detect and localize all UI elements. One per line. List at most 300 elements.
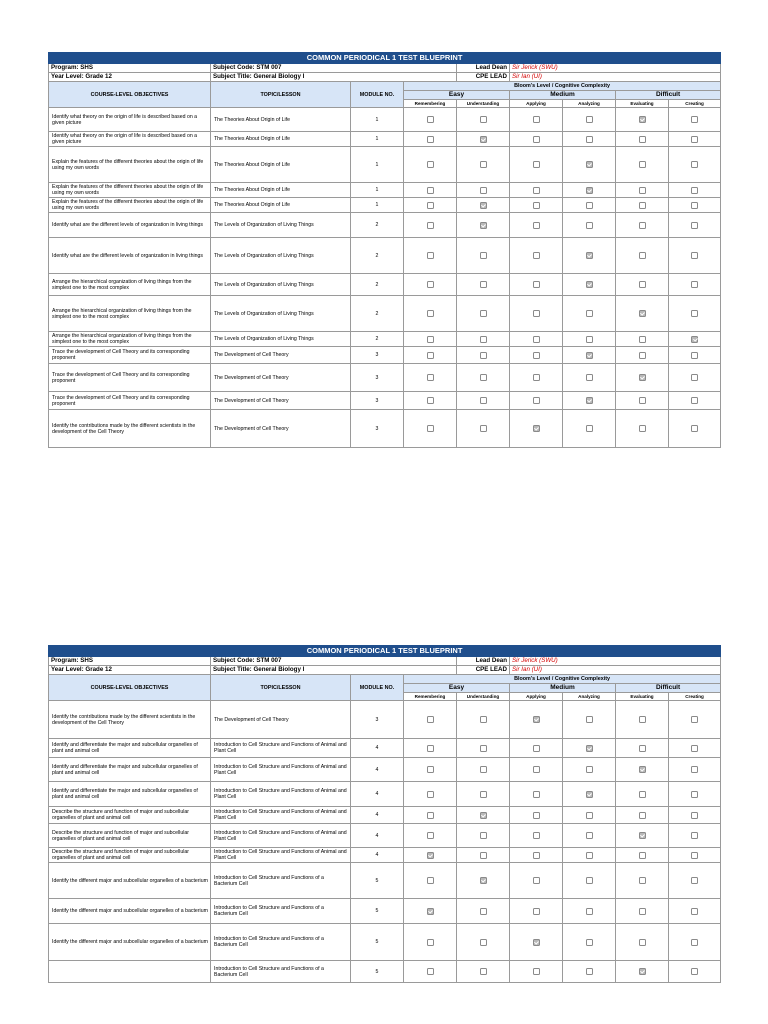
evaluating-checkbox[interactable] bbox=[639, 745, 646, 752]
evaluating-checkbox[interactable] bbox=[639, 397, 646, 404]
topic-cell: Introduction to Cell Structure and Functions of a Bacterium Cell bbox=[211, 924, 351, 961]
table-row bbox=[49, 782, 721, 807]
program-label: Program: SHS bbox=[49, 657, 211, 666]
remembering-cell bbox=[404, 132, 457, 147]
remembering-cell bbox=[404, 739, 457, 758]
analyzing-checkbox[interactable] bbox=[586, 716, 593, 723]
remembering-checkbox[interactable] bbox=[427, 397, 434, 404]
applying-cell bbox=[510, 782, 563, 807]
remembering-cell bbox=[404, 863, 457, 899]
creating-checkbox[interactable] bbox=[691, 939, 698, 946]
understanding-checkbox[interactable] bbox=[480, 877, 487, 884]
creating-checkbox[interactable] bbox=[691, 745, 698, 752]
analyzing-cell bbox=[563, 183, 616, 198]
evaluating-cell bbox=[616, 274, 669, 296]
analyzing-header: Analyzing bbox=[563, 100, 616, 108]
understanding-cell bbox=[457, 364, 510, 392]
applying-cell bbox=[510, 807, 563, 824]
evaluating-checkbox[interactable] bbox=[639, 812, 646, 819]
creating-cell bbox=[669, 863, 721, 899]
table-row bbox=[49, 824, 721, 848]
table-row bbox=[49, 274, 721, 296]
remembering-cell bbox=[404, 701, 457, 739]
col-objectives-header: COURSE-LEVEL OBJECTIVES bbox=[49, 82, 211, 108]
analyzing-checkbox[interactable] bbox=[586, 791, 593, 798]
remembering-cell bbox=[404, 332, 457, 347]
understanding-checkbox[interactable] bbox=[480, 908, 487, 915]
table-row bbox=[49, 758, 721, 782]
evaluating-checkbox[interactable] bbox=[639, 968, 646, 975]
evaluating-checkbox[interactable] bbox=[639, 908, 646, 915]
objective-cell: Identify the different major and subcellular organelles of a bacterium bbox=[49, 899, 211, 924]
col-module-header: MODULE NO. bbox=[351, 675, 404, 701]
table-row bbox=[49, 899, 721, 924]
table-row bbox=[49, 364, 721, 392]
remembering-cell bbox=[404, 392, 457, 410]
understanding-cell bbox=[457, 332, 510, 347]
analyzing-checkbox[interactable] bbox=[586, 832, 593, 839]
evaluating-cell bbox=[616, 899, 669, 924]
remembering-checkbox[interactable] bbox=[427, 968, 434, 975]
remembering-checkbox[interactable] bbox=[427, 716, 434, 723]
analyzing-checkbox[interactable] bbox=[586, 252, 593, 259]
topic-cell: The Theories About Origin of Life bbox=[211, 147, 351, 183]
creating-cell bbox=[669, 824, 721, 848]
understanding-cell bbox=[457, 296, 510, 332]
year-level-label: Year Level: Grade 12 bbox=[49, 73, 211, 82]
objective-cell: Identify the contributions made by the different scientists in the development of the Cell Theory bbox=[49, 701, 211, 739]
creating-checkbox[interactable] bbox=[691, 812, 698, 819]
remembering-checkbox[interactable] bbox=[427, 136, 434, 143]
evaluating-cell bbox=[616, 739, 669, 758]
understanding-checkbox[interactable] bbox=[480, 397, 487, 404]
module-cell: 5 bbox=[351, 924, 404, 961]
evaluating-checkbox[interactable] bbox=[639, 336, 646, 343]
creating-checkbox[interactable] bbox=[691, 766, 698, 773]
program-label: Program: SHS bbox=[49, 64, 211, 73]
creating-cell bbox=[669, 782, 721, 807]
table-row bbox=[49, 238, 721, 274]
understanding-checkbox[interactable] bbox=[480, 968, 487, 975]
remembering-checkbox[interactable] bbox=[427, 766, 434, 773]
analyzing-checkbox[interactable] bbox=[586, 397, 593, 404]
creating-checkbox[interactable] bbox=[691, 202, 698, 209]
creating-checkbox[interactable] bbox=[691, 397, 698, 404]
objective-cell: Arrange the hierarchical organization of living things from the simplest one to the most complex bbox=[49, 332, 211, 347]
evaluating-checkbox[interactable] bbox=[639, 939, 646, 946]
understanding-checkbox[interactable] bbox=[480, 202, 487, 209]
remembering-checkbox[interactable] bbox=[427, 908, 434, 915]
remembering-checkbox[interactable] bbox=[427, 352, 434, 359]
analyzing-checkbox[interactable] bbox=[586, 202, 593, 209]
evaluating-checkbox[interactable] bbox=[639, 222, 646, 229]
analyzing-checkbox[interactable] bbox=[586, 222, 593, 229]
applying-checkbox[interactable] bbox=[533, 425, 540, 432]
evaluating-cell bbox=[616, 392, 669, 410]
understanding-checkbox[interactable] bbox=[480, 766, 487, 773]
analyzing-checkbox[interactable] bbox=[586, 116, 593, 123]
analyzing-cell bbox=[563, 392, 616, 410]
topic-cell: The Theories About Origin of Life bbox=[211, 198, 351, 213]
evaluating-cell bbox=[616, 758, 669, 782]
applying-checkbox[interactable] bbox=[533, 310, 540, 317]
analyzing-checkbox[interactable] bbox=[586, 766, 593, 773]
understanding-cell bbox=[457, 392, 510, 410]
objective-cell: Identify and differentiate the major and subcellular organelles of plant and animal cell bbox=[49, 782, 211, 807]
remembering-checkbox[interactable] bbox=[427, 832, 434, 839]
table-row bbox=[49, 863, 721, 899]
evaluating-checkbox[interactable] bbox=[639, 716, 646, 723]
remembering-cell bbox=[404, 274, 457, 296]
evaluating-checkbox[interactable] bbox=[639, 187, 646, 194]
applying-cell bbox=[510, 213, 563, 238]
table-row bbox=[49, 739, 721, 758]
evaluating-cell bbox=[616, 961, 669, 983]
blueprint-sheet-2 bbox=[48, 645, 720, 983]
analyzing-checkbox[interactable] bbox=[586, 374, 593, 381]
understanding-checkbox[interactable] bbox=[480, 187, 487, 194]
evaluating-checkbox[interactable] bbox=[639, 352, 646, 359]
creating-checkbox[interactable] bbox=[691, 374, 698, 381]
understanding-checkbox[interactable] bbox=[480, 716, 487, 723]
creating-checkbox[interactable] bbox=[691, 877, 698, 884]
creating-checkbox[interactable] bbox=[691, 852, 698, 859]
applying-checkbox[interactable] bbox=[533, 716, 540, 723]
applying-checkbox[interactable] bbox=[533, 745, 540, 752]
remembering-checkbox[interactable] bbox=[427, 425, 434, 432]
objective-cell: Describe the structure and function of major and subcellular organelles of plant and animal cell bbox=[49, 807, 211, 824]
topic-cell: The Levels of Organization of Living Things bbox=[211, 213, 351, 238]
creating-checkbox[interactable] bbox=[691, 791, 698, 798]
understanding-checkbox[interactable] bbox=[480, 939, 487, 946]
applying-header: Applying bbox=[510, 100, 563, 108]
module-cell: 3 bbox=[351, 347, 404, 364]
creating-checkbox[interactable] bbox=[691, 425, 698, 432]
module-cell: 4 bbox=[351, 739, 404, 758]
remembering-checkbox[interactable] bbox=[427, 812, 434, 819]
applying-checkbox[interactable] bbox=[533, 968, 540, 975]
creating-checkbox[interactable] bbox=[691, 832, 698, 839]
creating-checkbox[interactable] bbox=[691, 222, 698, 229]
applying-checkbox[interactable] bbox=[533, 832, 540, 839]
analyzing-cell bbox=[563, 238, 616, 274]
remembering-cell bbox=[404, 961, 457, 983]
objective-cell: Identify and differentiate the major and subcellular organelles of plant and animal cell bbox=[49, 758, 211, 782]
remembering-cell bbox=[404, 198, 457, 213]
evaluating-checkbox[interactable] bbox=[639, 252, 646, 259]
module-cell: 2 bbox=[351, 274, 404, 296]
analyzing-checkbox[interactable] bbox=[586, 336, 593, 343]
remembering-checkbox[interactable] bbox=[427, 310, 434, 317]
understanding-cell bbox=[457, 758, 510, 782]
understanding-cell bbox=[457, 824, 510, 848]
analyzing-cell bbox=[563, 364, 616, 392]
understanding-cell bbox=[457, 183, 510, 198]
applying-checkbox[interactable] bbox=[533, 161, 540, 168]
cpe-lead-value: Sir Ian (UI) bbox=[510, 73, 721, 82]
creating-checkbox[interactable] bbox=[691, 716, 698, 723]
analyzing-checkbox[interactable] bbox=[586, 812, 593, 819]
applying-cell bbox=[510, 392, 563, 410]
evaluating-cell bbox=[616, 147, 669, 183]
applying-checkbox[interactable] bbox=[533, 791, 540, 798]
applying-checkbox[interactable] bbox=[533, 374, 540, 381]
remembering-checkbox[interactable] bbox=[427, 939, 434, 946]
remembering-checkbox[interactable] bbox=[427, 745, 434, 752]
understanding-checkbox[interactable] bbox=[480, 425, 487, 432]
creating-cell bbox=[669, 332, 721, 347]
remembering-checkbox[interactable] bbox=[427, 877, 434, 884]
analyzing-checkbox[interactable] bbox=[586, 425, 593, 432]
creating-checkbox[interactable] bbox=[691, 336, 698, 343]
remembering-checkbox[interactable] bbox=[427, 161, 434, 168]
evaluating-cell bbox=[616, 924, 669, 961]
evaluating-cell bbox=[616, 347, 669, 364]
evaluating-checkbox[interactable] bbox=[639, 877, 646, 884]
creating-cell bbox=[669, 848, 721, 863]
analyzing-cell bbox=[563, 147, 616, 183]
evaluating-checkbox[interactable] bbox=[639, 425, 646, 432]
understanding-checkbox[interactable] bbox=[480, 352, 487, 359]
remembering-cell bbox=[404, 782, 457, 807]
understanding-checkbox[interactable] bbox=[480, 161, 487, 168]
understanding-checkbox[interactable] bbox=[480, 812, 487, 819]
understanding-checkbox[interactable] bbox=[480, 136, 487, 143]
understanding-checkbox[interactable] bbox=[480, 832, 487, 839]
applying-checkbox[interactable] bbox=[533, 852, 540, 859]
understanding-cell bbox=[457, 347, 510, 364]
module-cell: 2 bbox=[351, 238, 404, 274]
creating-cell bbox=[669, 132, 721, 147]
lead-dean-value: Sir Jerick (SWU) bbox=[510, 64, 721, 73]
analyzing-cell bbox=[563, 410, 616, 448]
analyzing-checkbox[interactable] bbox=[586, 852, 593, 859]
understanding-checkbox[interactable] bbox=[480, 745, 487, 752]
understanding-checkbox[interactable] bbox=[480, 336, 487, 343]
applying-checkbox[interactable] bbox=[533, 939, 540, 946]
remembering-checkbox[interactable] bbox=[427, 222, 434, 229]
remembering-checkbox[interactable] bbox=[427, 116, 434, 123]
evaluating-checkbox[interactable] bbox=[639, 310, 646, 317]
objective-cell: Describe the structure and function of major and subcellular organelles of plant and animal cell bbox=[49, 848, 211, 863]
blueprint-sheet-1 bbox=[48, 52, 720, 448]
creating-cell bbox=[669, 238, 721, 274]
analyzing-checkbox[interactable] bbox=[586, 908, 593, 915]
creating-checkbox[interactable] bbox=[691, 161, 698, 168]
objective-cell: Arrange the hierarchical organization of living things from the simplest one to the most complex bbox=[49, 296, 211, 332]
remembering-checkbox[interactable] bbox=[427, 281, 434, 288]
applying-checkbox[interactable] bbox=[533, 222, 540, 229]
analyzing-checkbox[interactable] bbox=[586, 187, 593, 194]
understanding-checkbox[interactable] bbox=[480, 252, 487, 259]
objective-cell: Identify what are the different levels of organization in living things bbox=[49, 238, 211, 274]
topic-cell: The Development of Cell Theory bbox=[211, 410, 351, 448]
analyzing-checkbox[interactable] bbox=[586, 939, 593, 946]
module-cell: 1 bbox=[351, 183, 404, 198]
creating-checkbox[interactable] bbox=[691, 281, 698, 288]
remembering-cell bbox=[404, 848, 457, 863]
evaluating-checkbox[interactable] bbox=[639, 852, 646, 859]
remembering-cell bbox=[404, 183, 457, 198]
applying-checkbox[interactable] bbox=[533, 766, 540, 773]
evaluating-checkbox[interactable] bbox=[639, 281, 646, 288]
creating-checkbox[interactable] bbox=[691, 116, 698, 123]
blueprint-table-2 bbox=[48, 645, 721, 983]
table-row bbox=[49, 848, 721, 863]
remembering-checkbox[interactable] bbox=[427, 202, 434, 209]
analyzing-checkbox[interactable] bbox=[586, 136, 593, 143]
creating-checkbox[interactable] bbox=[691, 908, 698, 915]
evaluating-checkbox[interactable] bbox=[639, 374, 646, 381]
understanding-cell bbox=[457, 274, 510, 296]
creating-cell bbox=[669, 213, 721, 238]
applying-header: Applying bbox=[510, 693, 563, 701]
evaluating-checkbox[interactable] bbox=[639, 832, 646, 839]
understanding-cell bbox=[457, 807, 510, 824]
remembering-cell bbox=[404, 147, 457, 183]
applying-cell bbox=[510, 758, 563, 782]
creating-checkbox[interactable] bbox=[691, 968, 698, 975]
applying-checkbox[interactable] bbox=[533, 281, 540, 288]
remembering-cell bbox=[404, 824, 457, 848]
creating-checkbox[interactable] bbox=[691, 187, 698, 194]
evaluating-cell bbox=[616, 782, 669, 807]
table-row bbox=[49, 347, 721, 364]
module-cell: 5 bbox=[351, 961, 404, 983]
applying-checkbox[interactable] bbox=[533, 812, 540, 819]
module-cell: 5 bbox=[351, 899, 404, 924]
evaluating-checkbox[interactable] bbox=[639, 202, 646, 209]
analyzing-checkbox[interactable] bbox=[586, 877, 593, 884]
objective-cell: Trace the development of Cell Theory and its corresponding proponent bbox=[49, 364, 211, 392]
remembering-checkbox[interactable] bbox=[427, 374, 434, 381]
applying-checkbox[interactable] bbox=[533, 202, 540, 209]
module-cell: 3 bbox=[351, 364, 404, 392]
understanding-cell bbox=[457, 848, 510, 863]
applying-checkbox[interactable] bbox=[533, 187, 540, 194]
understanding-checkbox[interactable] bbox=[480, 852, 487, 859]
lead-dean-label: Lead Dean bbox=[457, 657, 510, 666]
applying-checkbox[interactable] bbox=[533, 877, 540, 884]
understanding-cell bbox=[457, 238, 510, 274]
remembering-checkbox[interactable] bbox=[427, 252, 434, 259]
applying-checkbox[interactable] bbox=[533, 397, 540, 404]
evaluating-checkbox[interactable] bbox=[639, 116, 646, 123]
creating-cell bbox=[669, 899, 721, 924]
year-level-label: Year Level: Grade 12 bbox=[49, 666, 211, 675]
analyzing-cell bbox=[563, 274, 616, 296]
analyzing-checkbox[interactable] bbox=[586, 352, 593, 359]
creating-cell bbox=[669, 961, 721, 983]
understanding-checkbox[interactable] bbox=[480, 374, 487, 381]
topic-cell: The Theories About Origin of Life bbox=[211, 183, 351, 198]
understanding-checkbox[interactable] bbox=[480, 222, 487, 229]
evaluating-checkbox[interactable] bbox=[639, 161, 646, 168]
analyzing-checkbox[interactable] bbox=[586, 310, 593, 317]
creating-checkbox[interactable] bbox=[691, 136, 698, 143]
medium-header: Medium bbox=[510, 91, 616, 100]
applying-cell bbox=[510, 332, 563, 347]
remembering-cell bbox=[404, 364, 457, 392]
applying-cell bbox=[510, 863, 563, 899]
module-cell: 2 bbox=[351, 296, 404, 332]
evaluating-header: Evaluating bbox=[616, 693, 669, 701]
remembering-checkbox[interactable] bbox=[427, 852, 434, 859]
remembering-checkbox[interactable] bbox=[427, 336, 434, 343]
remembering-header: Remembering bbox=[404, 693, 457, 701]
evaluating-checkbox[interactable] bbox=[639, 791, 646, 798]
evaluating-cell bbox=[616, 364, 669, 392]
applying-checkbox[interactable] bbox=[533, 352, 540, 359]
creating-checkbox[interactable] bbox=[691, 352, 698, 359]
understanding-checkbox[interactable] bbox=[480, 310, 487, 317]
evaluating-checkbox[interactable] bbox=[639, 136, 646, 143]
applying-checkbox[interactable] bbox=[533, 252, 540, 259]
topic-cell: The Development of Cell Theory bbox=[211, 392, 351, 410]
applying-checkbox[interactable] bbox=[533, 336, 540, 343]
evaluating-cell bbox=[616, 410, 669, 448]
understanding-cell bbox=[457, 863, 510, 899]
remembering-checkbox[interactable] bbox=[427, 187, 434, 194]
module-cell: 3 bbox=[351, 410, 404, 448]
analyzing-checkbox[interactable] bbox=[586, 745, 593, 752]
evaluating-checkbox[interactable] bbox=[639, 766, 646, 773]
creating-cell bbox=[669, 410, 721, 448]
module-cell: 2 bbox=[351, 213, 404, 238]
understanding-checkbox[interactable] bbox=[480, 281, 487, 288]
table-row bbox=[49, 147, 721, 183]
topic-cell: Introduction to Cell Structure and Functions of Animal and Plant Cell bbox=[211, 739, 351, 758]
module-cell: 1 bbox=[351, 147, 404, 183]
applying-cell bbox=[510, 824, 563, 848]
creating-checkbox[interactable] bbox=[691, 252, 698, 259]
analyzing-checkbox[interactable] bbox=[586, 161, 593, 168]
understanding-checkbox[interactable] bbox=[480, 116, 487, 123]
creating-checkbox[interactable] bbox=[691, 310, 698, 317]
topic-cell: Introduction to Cell Structure and Functions of Animal and Plant Cell bbox=[211, 782, 351, 807]
evaluating-cell bbox=[616, 863, 669, 899]
analyzing-cell bbox=[563, 758, 616, 782]
table-row bbox=[49, 332, 721, 347]
applying-checkbox[interactable] bbox=[533, 136, 540, 143]
analyzing-checkbox[interactable] bbox=[586, 281, 593, 288]
creating-cell bbox=[669, 924, 721, 961]
applying-checkbox[interactable] bbox=[533, 116, 540, 123]
analyzing-cell bbox=[563, 108, 616, 132]
applying-cell bbox=[510, 410, 563, 448]
analyzing-cell bbox=[563, 701, 616, 739]
blueprint-table-1 bbox=[48, 52, 721, 448]
remembering-checkbox[interactable] bbox=[427, 791, 434, 798]
understanding-cell bbox=[457, 739, 510, 758]
module-cell: 1 bbox=[351, 132, 404, 147]
understanding-cell bbox=[457, 198, 510, 213]
analyzing-cell bbox=[563, 848, 616, 863]
col-objectives-header: COURSE-LEVEL OBJECTIVES bbox=[49, 675, 211, 701]
understanding-cell bbox=[457, 899, 510, 924]
applying-cell bbox=[510, 899, 563, 924]
applying-cell bbox=[510, 296, 563, 332]
objective-cell: Identify what are the different levels of organization in living things bbox=[49, 213, 211, 238]
analyzing-checkbox[interactable] bbox=[586, 968, 593, 975]
creating-cell bbox=[669, 758, 721, 782]
understanding-cell bbox=[457, 410, 510, 448]
understanding-cell bbox=[457, 701, 510, 739]
understanding-checkbox[interactable] bbox=[480, 791, 487, 798]
applying-checkbox[interactable] bbox=[533, 908, 540, 915]
topic-cell: The Levels of Organization of Living Things bbox=[211, 238, 351, 274]
topic-cell: The Levels of Organization of Living Things bbox=[211, 274, 351, 296]
